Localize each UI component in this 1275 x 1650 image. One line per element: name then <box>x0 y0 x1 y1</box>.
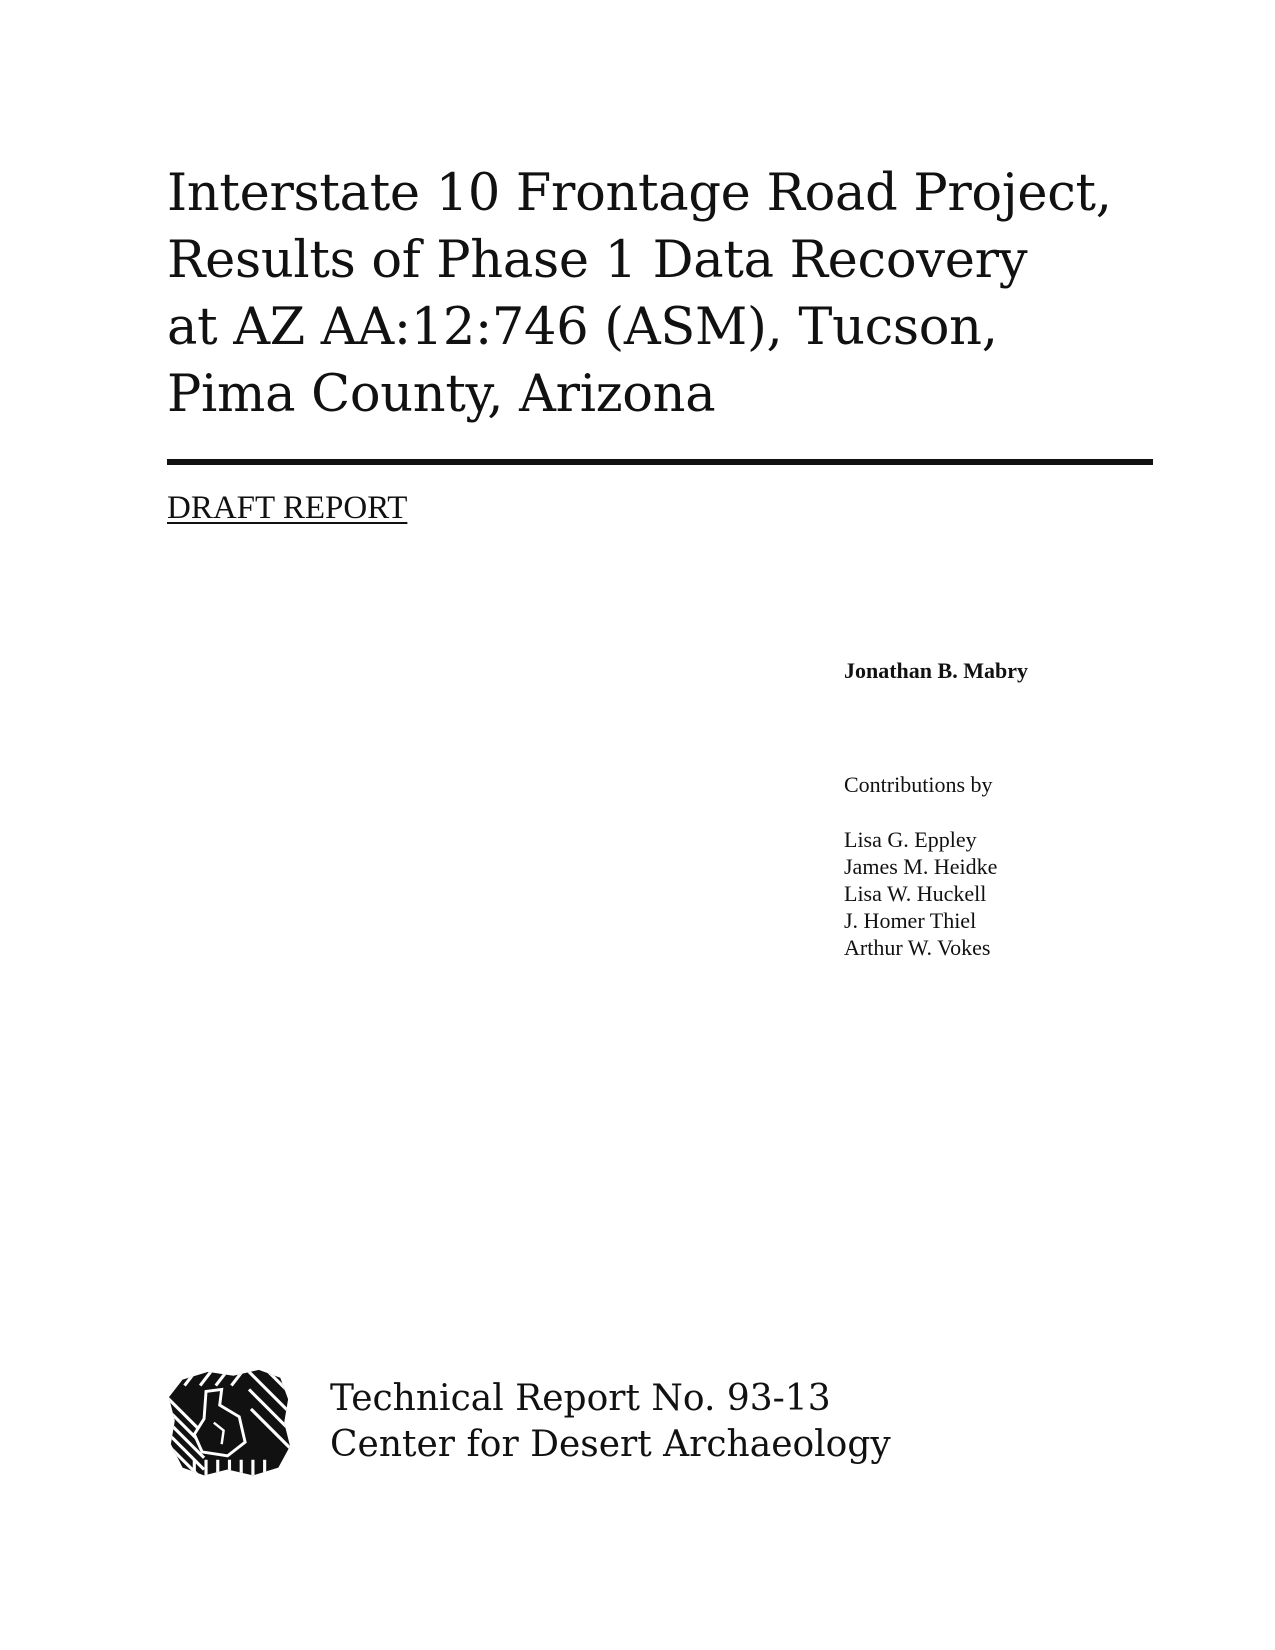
contributions-label: Contributions by <box>844 772 993 797</box>
author-name: Jonathan B. Mabry <box>844 658 1028 683</box>
title-line-1: Interstate 10 Frontage Road Project, <box>167 164 1112 223</box>
technical-report-number: Technical Report No. 93-13 <box>330 1378 831 1419</box>
contributor-item: J. Homer Thiel <box>844 908 977 933</box>
report-info-block <box>330 1376 891 1468</box>
contributors-list <box>844 826 997 961</box>
title-divider <box>167 459 1153 465</box>
contributor-item: Lisa G. Eppley <box>844 827 977 852</box>
center-for-desert-archaeology-logo-icon <box>165 1366 292 1493</box>
contributor-item: Lisa W. Huckell <box>844 881 987 906</box>
contributor-item: Arthur W. Vokes <box>844 935 991 960</box>
title-line-4: Pima County, Arizona <box>167 365 716 424</box>
report-title <box>167 160 1157 428</box>
draft-report-label: DRAFT REPORT <box>167 490 408 526</box>
contributor-item: James M. Heidke <box>844 854 998 879</box>
organization-name: Center for Desert Archaeology <box>330 1424 891 1465</box>
title-line-2: Results of Phase 1 Data Recovery <box>167 231 1028 290</box>
title-line-3: at AZ AA:12:746 (ASM), Tucson, <box>167 298 998 357</box>
